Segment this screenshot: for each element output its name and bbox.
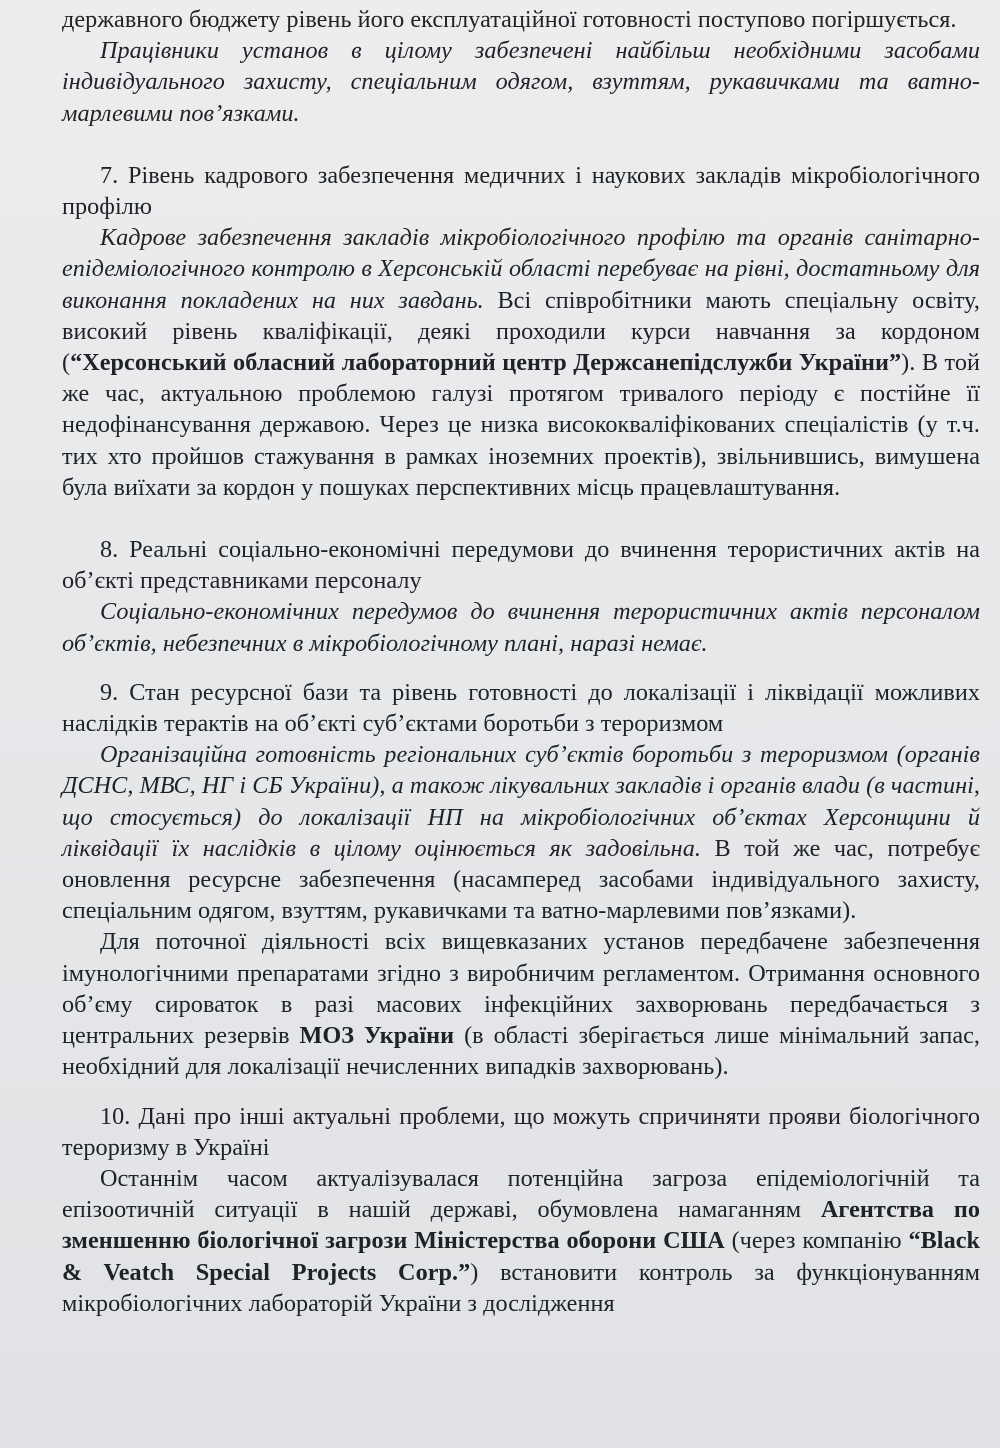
section-7-paragraph <box>62 222 980 503</box>
section-9-heading: 9. Стан ресурсної бази та рівень готовності до локалізації і ліквідації можливих наслідків терактів на об’єкті суб’єктами боротьби з тероризмом <box>62 678 980 738</box>
section-9-paragraph-2 <box>62 926 980 1082</box>
section-10-text-part-2: (через компанію <box>724 1227 909 1255</box>
section-7-text-part-1: Всі співробітники мають спеціальну освіту, високий рівень кваліфікації, деякі проходили курси навчання за кордоном ( <box>62 286 980 377</box>
section-9-text-part-1: В той же час, потребує оновлення ресурсне забезпечення (насамперед засобами індивідуального захисту, спеціальним одягом, взуттям, рукавичками та ватно-марлевими пов’язками). <box>62 834 980 925</box>
section-10-paragraph <box>62 1163 980 1319</box>
section-7-italic-text: Кадрове забезпечення закладів мікробіологічного профілю та органів санітарно-епідеміологічного контролю в Херсонській області перебуває на рівні, достатньому для виконання покладених на них завдань. <box>62 224 980 314</box>
section-8-paragraph: Соціально-економічних передумов до вчинення терористичних актів персоналом об’єктів, небезпечних в мікробіологічному плані, наразі немає. <box>62 598 980 657</box>
section-10-text-part-1: Останнім часом актуалізувалася потенційна загроза епідеміологічній та епізоотичній ситуації в нашій державі, обумовлена намаганням <box>62 1164 980 1224</box>
paragraph-budget-readiness: державного бюджету рівень його експлуатаційної готовності поступово погіршується. <box>62 6 957 33</box>
section-7-heading: 7. Рівень кадрового забезпечення медичних і наукових закладів мікробіологічного профілю <box>62 161 980 221</box>
section-7-bold-organization: “Херсонський обласний лабораторний центр Держсанепідслужби України” <box>70 349 902 377</box>
section-10-text-part-3: ) встановити контроль за функціонуванням мікробіологічних лабораторій України з дослідження <box>62 1258 980 1317</box>
section-10-bold-company: “Black & Veatch Special Projects Corp.” <box>62 1227 980 1286</box>
document-body <box>62 4 980 1319</box>
paragraph-protective-equipment: Працівники установ в цілому забезпечені найбільш необхідними засобами індивідуального захисту, спеціальним одягом, взуттям, рукавичками та ватно-марлевими пов’язками. <box>62 37 980 127</box>
section-10-heading: 10. Дані про інші актуальні проблеми, що можуть спричиняти прояви біологічного тероризму в Україні <box>62 1102 980 1161</box>
section-8-heading: 8. Реальні соціально-економічні передумови до вчинення терористичних актів на об’єкті представниками персоналу <box>62 536 980 595</box>
section-9-paragraph-2-text-part-2: (в області зберігається лише мінімальний запас, необхідний для локалізації нечисленних випадків захворювань). <box>62 1022 980 1081</box>
section-7-text-part-2: ). В той же час, актуальною проблемою галузі протягом тривалого періоду є постійне її недофінансування державою. Через це низка висококваліфікованих спеціалістів (у т.ч. тих хто пройшов стажування в рамках іноземних проектів), звільнившись, вимушена була виїхати за кордон у пошуках перспективних місць працевлаштування. <box>62 349 980 501</box>
section-10-bold-agency: Агентства по зменшенню біологічної загрози Міністерства оборони США <box>62 1196 980 1255</box>
section-9-paragraph-1 <box>62 739 980 926</box>
section-9-bold-moz: МОЗ України <box>299 1022 455 1050</box>
section-9-italic-text: Організаційна готовність регіональних суб’єктів боротьби з тероризмом (органів ДСНС, МВС, НГ і СБ України), а також лікувальних закладів і органів влади (в частині, що стосується) до локалізації НП на мікробіологічних об’єктах Херсонщини й ліквідації їх наслідків в цілому оцінюється як задовільна. <box>62 741 980 862</box>
section-9-paragraph-2-text-part-1: Для поточної діяльності всіх вищевказаних установ передбачене забезпечення імунологічними препаратами згідно з виробничим регламентом. Отримання основного об’єму сироваток в разі масових інфекційних захворювань передбачається з центральних резервів <box>62 928 980 1050</box>
